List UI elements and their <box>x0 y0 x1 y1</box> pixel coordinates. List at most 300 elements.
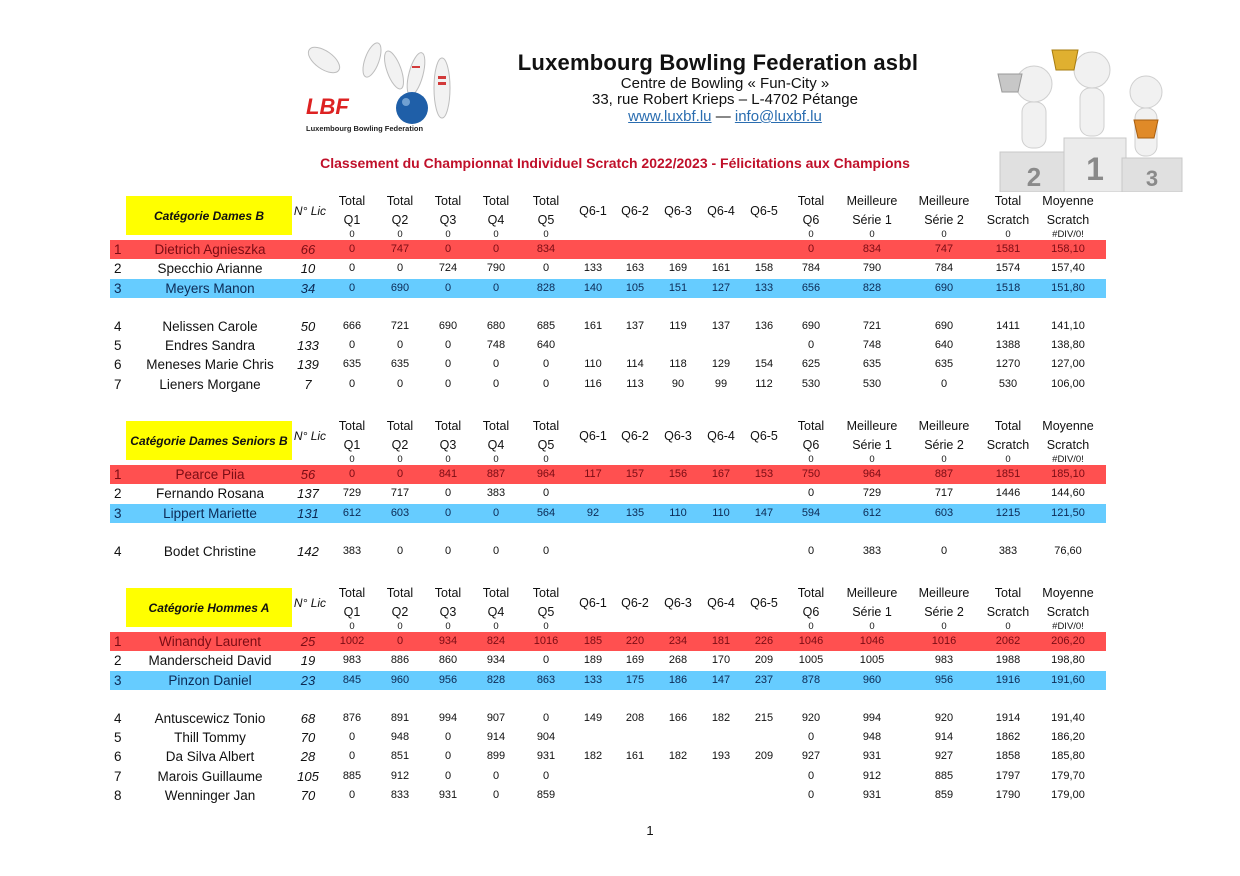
header-line-2: Q5 <box>537 605 555 619</box>
header-formula-value: 0 <box>808 621 814 632</box>
header-formula-value: 0 <box>1005 621 1011 632</box>
header-formula-value: 0 <box>349 454 355 465</box>
cell-ms1: 1046 <box>859 635 885 647</box>
cell-q5: 904 <box>536 731 556 744</box>
cell-q62 <box>612 484 658 503</box>
header-line-2: Q1 <box>343 213 361 227</box>
header-line-1: Total <box>797 586 825 600</box>
cell-name: Lippert Mariette <box>163 505 257 521</box>
cell-rank: 3 <box>114 672 122 688</box>
cell-q2: 747 <box>390 243 410 255</box>
row-spacer <box>110 690 1106 709</box>
table-row-third-place <box>110 279 1106 298</box>
header-q6 <box>784 417 838 465</box>
cell-q61: 117 <box>584 468 602 480</box>
header-q64: Q6-4 <box>707 204 735 218</box>
cell-q2: 833 <box>390 789 410 802</box>
header-line-1: Total <box>386 419 414 433</box>
cell-q1: 666 <box>342 319 362 332</box>
cell-q64: 110 <box>712 506 730 519</box>
table-header <box>110 580 1106 632</box>
cell-q2: 912 <box>390 769 410 782</box>
table-row <box>110 484 1106 503</box>
header-q3 <box>428 192 468 240</box>
header-nlic: N° Lic <box>293 204 327 218</box>
cell-q5: 0 <box>542 377 550 390</box>
cell-lic: 66 <box>300 242 316 257</box>
cell-q64 <box>698 484 744 503</box>
header-q65: Q6-5 <box>750 429 778 443</box>
cell-ms2: 690 <box>934 281 954 294</box>
cell-q1: 635 <box>342 358 362 371</box>
cell-moy: 144,60 <box>1051 487 1085 500</box>
cell-q5: 0 <box>542 262 550 275</box>
cell-ms2: 1016 <box>931 635 957 647</box>
bowling-pins-icon <box>294 38 470 134</box>
cell-ms2: 717 <box>934 487 954 500</box>
cell-q2: 635 <box>390 358 410 371</box>
header-ms1 <box>836 192 908 240</box>
cell-q63: 166 <box>668 711 688 724</box>
cell-rank: 7 <box>114 376 122 392</box>
cell-q62 <box>612 728 658 747</box>
header-line-2: Scratch <box>1046 213 1090 227</box>
header-line-1: Total <box>482 419 510 433</box>
header-formula-value: 0 <box>808 229 814 240</box>
cell-q64: 170 <box>711 654 731 667</box>
category-label: Catégorie Dames Seniors B <box>126 421 292 460</box>
table-row-first-place <box>110 240 1106 259</box>
table-header <box>110 413 1106 465</box>
header-formula-value: 0 <box>397 229 403 240</box>
cell-name: Pinzon Daniel <box>168 672 252 688</box>
cell-q2: 603 <box>390 506 410 519</box>
cell-ts: 1797 <box>995 769 1021 782</box>
cell-q5: 828 <box>536 281 556 294</box>
header-ms2 <box>908 584 980 632</box>
cell-q4: 887 <box>486 468 506 480</box>
cell-q1: 0 <box>348 262 356 275</box>
header-line-1: Total <box>532 419 560 433</box>
cell-name: Meneses Marie Chris <box>146 357 274 373</box>
cell-q6: 1005 <box>798 654 824 667</box>
cell-name: Nelissen Carole <box>162 318 258 334</box>
cell-q61 <box>570 767 616 786</box>
cell-q64: 127 <box>711 281 731 294</box>
cell-q61: 116 <box>584 377 602 390</box>
cell-q65: 133 <box>754 281 774 294</box>
page-number: 1 <box>646 823 654 838</box>
cell-q6: 625 <box>801 358 821 371</box>
cell-q5: 0 <box>542 487 550 500</box>
table-row-third-place <box>110 671 1106 690</box>
header-q4 <box>476 417 516 465</box>
cell-ms2: 635 <box>934 358 954 371</box>
cell-ms2: 859 <box>934 789 954 802</box>
header-line-1: Meilleure <box>918 194 970 208</box>
cell-q1: 0 <box>348 750 356 763</box>
cell-moy: 121,50 <box>1051 506 1085 519</box>
cell-ts: 1446 <box>995 487 1021 500</box>
cell-q1: 845 <box>342 673 362 686</box>
cell-rank: 3 <box>114 505 122 521</box>
header-q1 <box>332 417 372 465</box>
cell-q6: 0 <box>807 731 815 744</box>
header-moy <box>1034 192 1102 240</box>
cell-q65 <box>741 728 787 747</box>
cell-ms2: 640 <box>934 339 954 352</box>
cell-q61 <box>570 484 616 503</box>
header-formula-value: #DIV/0! <box>1052 621 1084 632</box>
header-line-1: Total <box>994 194 1022 208</box>
cell-q4: 0 <box>492 377 500 390</box>
cell-q6: 530 <box>801 377 821 390</box>
cell-q5: 931 <box>536 750 556 763</box>
cell-q65 <box>741 240 787 259</box>
row-spacer <box>110 298 1106 317</box>
cell-q2: 948 <box>390 731 410 744</box>
cell-rank: 2 <box>114 486 122 502</box>
header-line-1: Meilleure <box>846 419 898 433</box>
cell-ms2: 983 <box>934 654 954 667</box>
address: 33, rue Robert Krieps – L-4702 Pétange <box>591 91 858 108</box>
table-row-third-place <box>110 504 1106 523</box>
header-line-1: Total <box>797 419 825 433</box>
cell-q3: 0 <box>444 731 452 744</box>
cell-q5: 859 <box>536 789 556 802</box>
header-line-2: Série 1 <box>852 438 892 452</box>
header-formula-value: 0 <box>349 229 355 240</box>
cell-q64: 147 <box>711 673 731 686</box>
table-row <box>110 259 1106 278</box>
cell-rank: 1 <box>114 634 122 649</box>
cell-ms1: 948 <box>862 731 882 744</box>
cell-q5: 640 <box>536 339 556 352</box>
cell-name: Manderscheid David <box>148 653 272 669</box>
header-line-1: Total <box>482 194 510 208</box>
header-q5 <box>524 192 568 240</box>
cell-q3: 690 <box>438 319 458 332</box>
header-q62: Q6-2 <box>621 596 649 610</box>
cell-rank: 1 <box>114 242 122 257</box>
header-line-1: Total <box>532 194 560 208</box>
cell-ms2: 885 <box>934 769 954 782</box>
header-line-1: Total <box>994 586 1022 600</box>
website-link[interactable]: www.luxbf.lu <box>628 108 712 125</box>
cell-q63 <box>655 336 701 355</box>
cell-q65: 209 <box>754 654 774 667</box>
cell-ms1: 931 <box>862 750 882 763</box>
cell-q62: 105 <box>625 281 645 294</box>
cell-moy: 179,00 <box>1051 789 1085 802</box>
header-ms2 <box>908 417 980 465</box>
header-line-1: Meilleure <box>846 194 898 208</box>
cell-ms2: 920 <box>934 711 954 724</box>
header-line-2: Q3 <box>439 213 457 227</box>
header-q61: Q6-1 <box>579 596 607 610</box>
header-line-2: Q6 <box>802 438 820 452</box>
cell-q4: 0 <box>492 243 500 255</box>
cell-q3: 0 <box>444 377 452 390</box>
header-formula-value: 0 <box>808 454 814 465</box>
cell-ts: 2062 <box>995 635 1021 647</box>
header-ts <box>980 584 1036 632</box>
contact-links <box>480 108 970 125</box>
podium-trophy-icon <box>978 44 1184 192</box>
cell-q3: 0 <box>444 243 452 255</box>
cell-q64 <box>698 336 744 355</box>
cell-q61 <box>570 336 616 355</box>
cell-q3: 0 <box>444 506 452 519</box>
cell-rank: 4 <box>114 318 122 334</box>
header-formula-value: 0 <box>869 229 875 240</box>
header-q3 <box>428 417 468 465</box>
cell-q4: 907 <box>486 711 506 724</box>
header-formula-value: 0 <box>543 621 549 632</box>
cell-q63 <box>655 484 701 503</box>
header-q6 <box>784 584 838 632</box>
cell-q62: 208 <box>625 711 645 724</box>
cell-q63 <box>655 728 701 747</box>
header-formula-value: 0 <box>445 621 451 632</box>
header-formula-value: 0 <box>869 621 875 632</box>
cell-q62: 157 <box>625 468 645 480</box>
header-line-1: Total <box>338 586 366 600</box>
cell-moy: 157,40 <box>1051 262 1085 275</box>
cell-q6: 784 <box>801 262 821 275</box>
cell-q3: 931 <box>438 789 458 802</box>
cell-q2: 0 <box>396 635 404 647</box>
header-line-2: Q4 <box>487 605 505 619</box>
header-nlic: N° Lic <box>293 429 327 443</box>
cell-q64: 193 <box>711 750 731 763</box>
cell-q61: 140 <box>583 281 603 294</box>
category-label: Catégorie Hommes A <box>126 588 292 627</box>
cell-q5: 1016 <box>533 635 559 647</box>
cell-lic: 133 <box>297 338 319 354</box>
cell-q4: 383 <box>486 487 506 500</box>
header-q64: Q6-4 <box>707 596 735 610</box>
cell-moy: 106,00 <box>1051 377 1085 390</box>
cell-q3: 860 <box>438 654 458 667</box>
cell-q64: 129 <box>711 358 731 371</box>
cell-q2: 717 <box>390 487 410 500</box>
cell-q6: 0 <box>807 544 815 557</box>
federation-logo <box>294 38 470 134</box>
header-line-2: Q5 <box>537 213 555 227</box>
header-line-1: Total <box>386 586 414 600</box>
cell-ms2: 914 <box>934 731 954 744</box>
cell-name: Dietrich Agnieszka <box>154 242 266 257</box>
cell-q62: 161 <box>625 750 645 763</box>
table-row-first-place <box>110 465 1106 484</box>
header-q2 <box>380 417 420 465</box>
cell-q6: 0 <box>807 487 815 500</box>
cell-ms2: 747 <box>934 243 954 255</box>
cell-rank: 6 <box>114 749 122 765</box>
cell-q63 <box>655 786 701 805</box>
cell-q4: 899 <box>486 750 506 763</box>
cell-rank: 5 <box>114 730 122 746</box>
table-row <box>110 786 1106 805</box>
cell-q3: 0 <box>444 750 452 763</box>
cell-q2: 0 <box>396 262 404 275</box>
header-line-1: Total <box>532 586 560 600</box>
cell-q3: 841 <box>438 468 458 480</box>
cell-q4: 680 <box>486 319 506 332</box>
organization-name: Luxembourg Bowling Federation asbl <box>517 50 919 75</box>
cell-name: Fernando Rosana <box>155 486 265 502</box>
cell-q5: 0 <box>542 654 550 667</box>
cell-ts: 383 <box>998 544 1018 557</box>
cell-ts: 1574 <box>995 262 1021 275</box>
header-formula-value: 0 <box>493 454 499 465</box>
cell-lic: 28 <box>300 749 316 765</box>
cell-q4: 0 <box>492 544 500 557</box>
cell-rank: 8 <box>114 788 122 804</box>
cell-lic: 142 <box>297 543 319 559</box>
cell-lic: 105 <box>297 768 319 784</box>
logo-letters: LBF <box>306 94 349 119</box>
cell-q1: 983 <box>342 654 362 667</box>
cell-ms2: 0 <box>940 544 948 557</box>
header-line-2: Q5 <box>537 438 555 452</box>
header-formula-value: 0 <box>493 621 499 632</box>
cell-q3: 0 <box>444 339 452 352</box>
header-formula-value: 0 <box>1005 229 1011 240</box>
cell-rank: 1 <box>114 467 122 482</box>
cell-lic: 34 <box>300 280 316 296</box>
cell-lic: 68 <box>300 710 316 726</box>
table-row-first-place <box>110 632 1106 651</box>
cell-ms1: 530 <box>862 377 882 390</box>
cell-rank: 5 <box>114 338 122 354</box>
cell-moy: 151,80 <box>1051 281 1085 294</box>
header-line-2: Scratch <box>1046 438 1090 452</box>
email-link[interactable]: info@luxbf.lu <box>734 108 822 125</box>
cell-ms1: 790 <box>862 262 882 275</box>
category-table <box>110 580 1106 805</box>
table-row <box>110 728 1106 747</box>
cell-q63: 234 <box>668 635 688 647</box>
cell-q62: 113 <box>626 377 644 390</box>
cell-ms2: 690 <box>934 319 954 332</box>
cell-q3: 994 <box>438 711 458 724</box>
header-line-1: Moyenne <box>1042 194 1094 208</box>
header-line-1: Meilleure <box>846 586 898 600</box>
header-q63: Q6-3 <box>664 429 692 443</box>
cell-ms2: 887 <box>934 468 954 480</box>
svg-text:3: 3 <box>1145 166 1159 191</box>
cell-q63: 169 <box>668 262 688 275</box>
venue: Centre de Bowling « Fun-City » <box>620 75 830 92</box>
header-line-1: Total <box>994 419 1022 433</box>
cell-ms1: 729 <box>862 487 882 500</box>
cell-q65 <box>741 484 787 503</box>
cell-q6: 656 <box>801 281 821 294</box>
cell-q64: 182 <box>711 711 731 724</box>
cell-ms1: 721 <box>862 319 882 332</box>
header-line-2: Q4 <box>487 213 505 227</box>
cell-q64 <box>698 786 744 805</box>
cell-moy: 185,10 <box>1051 468 1085 480</box>
cell-q63 <box>655 542 701 561</box>
cell-q6: 0 <box>807 789 815 802</box>
cell-q61: 110 <box>584 358 602 371</box>
header-q5 <box>524 584 568 632</box>
table-row <box>110 336 1106 355</box>
cell-moy: 141,10 <box>1051 319 1085 332</box>
cell-q61 <box>570 240 616 259</box>
cell-q62 <box>612 767 658 786</box>
cell-q3: 0 <box>444 281 452 294</box>
header-q62: Q6-2 <box>621 429 649 443</box>
header-line-2: Q3 <box>439 438 457 452</box>
cell-q4: 824 <box>486 635 506 647</box>
header-moy <box>1034 584 1102 632</box>
svg-text:2: 2 <box>1026 162 1042 192</box>
header-formula-value: 0 <box>941 454 947 465</box>
table-row <box>110 375 1106 394</box>
cell-q61: 189 <box>583 654 603 667</box>
cell-lic: 7 <box>304 376 312 392</box>
cell-moy: 158,10 <box>1051 243 1085 255</box>
header-line-2: Q6 <box>802 605 820 619</box>
header-line-1: Total <box>434 194 462 208</box>
cell-q62 <box>612 786 658 805</box>
header-line-1: Moyenne <box>1042 419 1094 433</box>
cell-name: Bodet Christine <box>163 543 257 559</box>
header-ts <box>980 417 1036 465</box>
cell-q61: 149 <box>583 711 603 724</box>
cell-rank: 3 <box>114 280 122 296</box>
cell-ts: 1215 <box>995 506 1021 519</box>
header-line-2: Q4 <box>487 438 505 452</box>
cell-name: Antuscewicz Tonio <box>154 710 266 726</box>
header-line-2: Q3 <box>439 605 457 619</box>
header-q64: Q6-4 <box>707 429 735 443</box>
cell-q2: 721 <box>390 319 410 332</box>
cell-q4: 0 <box>492 358 500 371</box>
cell-name: Lieners Morgane <box>159 376 261 392</box>
header-formula-value: 0 <box>445 229 451 240</box>
header-line-1: Total <box>338 419 366 433</box>
cell-q5: 0 <box>542 358 550 371</box>
header-formula-value: 0 <box>445 454 451 465</box>
cell-rank: 2 <box>114 653 122 669</box>
cell-rank: 6 <box>114 357 122 373</box>
cell-q65: 112 <box>755 377 773 390</box>
category-table <box>110 413 1106 561</box>
header-line-1: Total <box>797 194 825 208</box>
cell-q64: 99 <box>714 377 728 390</box>
cell-moy: 179,70 <box>1051 769 1085 782</box>
cell-q4: 0 <box>492 789 500 802</box>
cell-moy: 206,20 <box>1051 635 1085 647</box>
cell-ms1: 994 <box>862 711 882 724</box>
cell-q1: 383 <box>342 544 362 557</box>
header-q65: Q6-5 <box>750 204 778 218</box>
cell-q2: 886 <box>390 654 410 667</box>
cell-q65: 136 <box>754 319 774 332</box>
cell-q4: 0 <box>492 281 500 294</box>
cell-lic: 70 <box>300 788 316 804</box>
cell-rank: 7 <box>114 768 122 784</box>
cell-ts: 1411 <box>996 319 1020 332</box>
cell-q62: 163 <box>625 262 645 275</box>
cell-q1: 885 <box>342 769 362 782</box>
cell-q61: 133 <box>583 262 603 275</box>
